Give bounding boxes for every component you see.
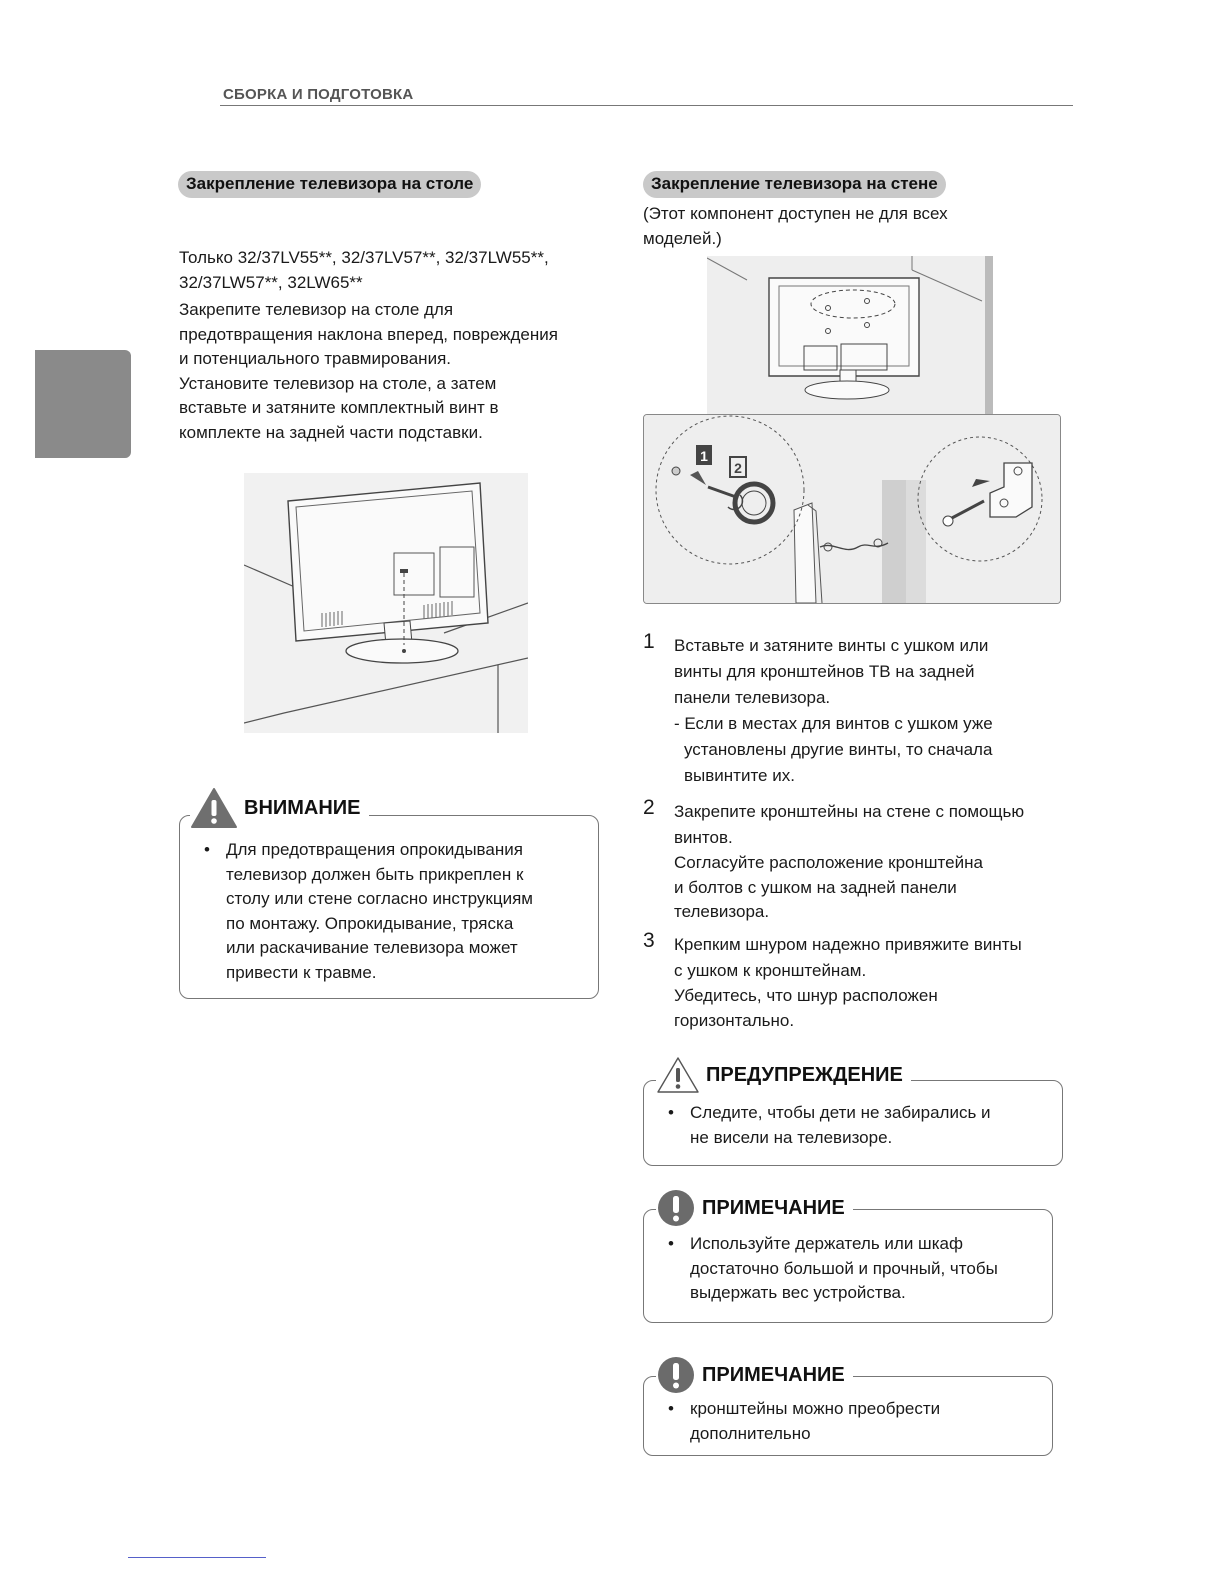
note-1-title: ПРИМЕЧАНИЕ <box>702 1196 845 1219</box>
step-number: 2 <box>643 796 655 819</box>
caution-line: столу или стене согласно инструкциям <box>226 889 533 908</box>
body-line: предотвращения наклона вперед, повреждения <box>179 324 558 344</box>
note-item <box>668 1397 1038 1446</box>
tv-on-table-illustration <box>244 473 528 733</box>
caution-header <box>190 787 369 829</box>
step-1 <box>643 630 1073 789</box>
section-heading-wall-mount: Закрепление телевизора на стене <box>643 171 946 198</box>
caution-list <box>204 838 584 985</box>
caution-box <box>179 815 599 999</box>
note-2-header <box>656 1356 853 1394</box>
step-line: винты для кронштейнов ТВ на задней <box>674 662 975 681</box>
chapter-side-tab <box>35 350 131 458</box>
wall-mount-intro <box>643 202 1073 251</box>
note-2-list <box>668 1397 1038 1446</box>
step-line: горизонтально. <box>674 1010 795 1030</box>
body-line: Закрепите телевизор на столе для <box>179 300 454 319</box>
step-line: телевизора. <box>674 902 770 921</box>
step-line: Согласуйте расположение кронштейна <box>674 853 983 872</box>
step-2 <box>643 796 1073 925</box>
step-line: Крепким шнуром надежно привяжите винты <box>674 935 1022 954</box>
warning-item <box>668 1101 1048 1150</box>
wall-bracket-detail-frame <box>643 414 1061 604</box>
step-number: 3 <box>643 929 655 952</box>
caution-line: телевизор должен быть прикреплен к <box>226 864 524 884</box>
note-line: дополнительно <box>690 1423 811 1443</box>
step-subnote: установлены другие винты, то сначала <box>684 740 993 759</box>
note-1-list <box>668 1232 1038 1306</box>
note-line: выдержать вес устройства. <box>690 1283 906 1302</box>
eye-bolt-bracket-illustration <box>644 415 1060 603</box>
section-header-title: СБОРКА И ПОДГОТОВКА <box>223 86 414 103</box>
warning-line: • Следите, чтобы дети не забирались и <box>690 1103 991 1122</box>
step-line: Убедитесь, что шнур расположен <box>674 986 938 1005</box>
step-line: Закрепите кронштейны на стене с помощью <box>674 802 1025 821</box>
section-heading-table-mount: Закрепление телевизора на столе <box>178 171 481 198</box>
note-line: • Используйте держатель или шкаф <box>690 1234 963 1253</box>
warning-header <box>656 1056 911 1094</box>
step-line: панели телевизора. <box>674 688 831 707</box>
warning-outline-triangle-icon <box>656 1056 700 1094</box>
caution-line: или раскачивание телевизора может <box>226 938 518 957</box>
warning-triangle-icon <box>190 787 238 829</box>
step-subnote: вывинтите их. <box>684 766 795 785</box>
left-body-text <box>179 246 609 445</box>
step-3 <box>643 929 1073 1033</box>
step-line: винтов. <box>674 828 733 847</box>
note-2-title: ПРИМЕЧАНИЕ <box>702 1363 845 1386</box>
warning-title: ПРЕДУПРЕЖДЕНИЕ <box>706 1063 903 1086</box>
note-line: • кронштейны можно преобрести <box>690 1399 941 1418</box>
step-subnote: - Если в местах для винтов с ушком уже <box>674 714 993 733</box>
header-divider <box>220 105 1073 106</box>
note-line: достаточно большой и прочный, чтобы <box>690 1258 998 1278</box>
warning-list <box>668 1101 1048 1150</box>
caution-title: ВНИМАНИЕ <box>244 796 361 819</box>
caution-line: • Для предотвращения опрокидывания <box>226 840 523 859</box>
body-line: и потенциального травмирования. <box>179 349 451 368</box>
step-number: 1 <box>643 630 655 653</box>
exclamation-circle-icon <box>656 1356 696 1394</box>
models-line: 32/37LW57**, 32LW65** <box>179 272 363 292</box>
models-line: Только 32/37LV55**, 32/37LV57**, 32/37LW55**, <box>179 248 549 267</box>
caution-line: привести к травме. <box>226 962 377 982</box>
figure-step-1-label: 1 <box>700 448 708 464</box>
caution-item <box>204 838 584 985</box>
footer-underline <box>128 1557 266 1558</box>
intro-line: (Этот компонент доступен не для всех <box>643 204 948 223</box>
figure-step-2-label: 2 <box>734 460 742 476</box>
body-line: комплекте на задней части подставки. <box>179 422 483 442</box>
caution-line: по монтажу. Опрокидывание, тряска <box>226 913 514 933</box>
body-line: Установите телевизор на столе, а затем <box>179 373 497 393</box>
intro-line: моделей.) <box>643 228 722 248</box>
note-item <box>668 1232 1038 1306</box>
exclamation-circle-icon <box>656 1189 696 1227</box>
body-line: вставьте и затяните комплектный винт в <box>179 398 499 417</box>
tv-against-wall-illustration <box>707 256 993 414</box>
warning-line: не висели на телевизоре. <box>690 1127 893 1147</box>
note-1-header <box>656 1189 853 1227</box>
step-line: и болтов с ушком на задней панели <box>674 877 957 897</box>
step-line: с ушком к кронштейнам. <box>674 961 867 980</box>
step-line: Вставьте и затяните винты с ушком или <box>674 636 989 655</box>
